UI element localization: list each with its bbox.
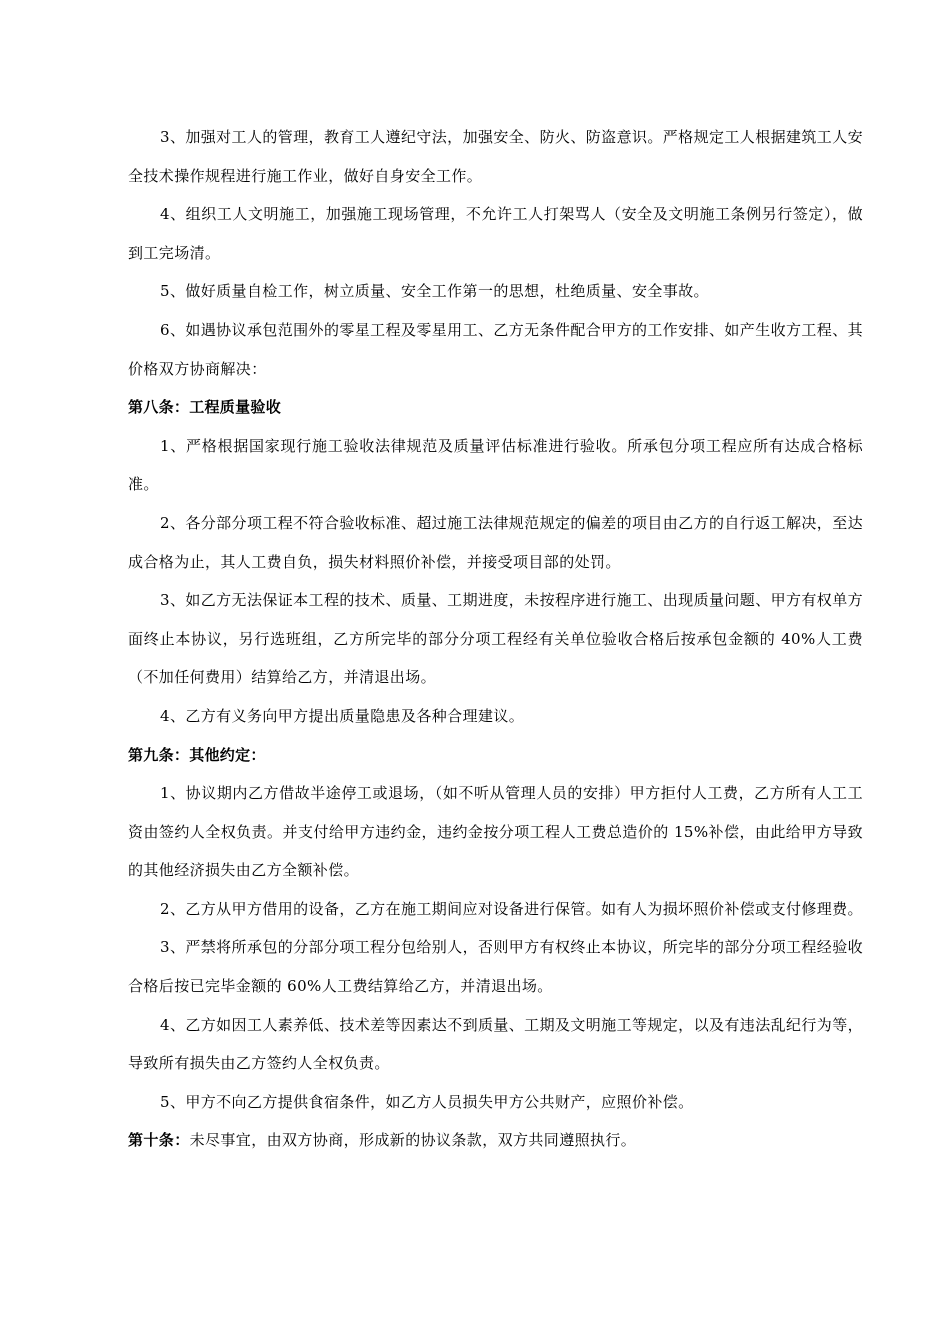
section8-item-3: 3、如乙方无法保证本工程的技术、质量、工期进度，未按程序进行施工、出现质量问题、甲方有权单方面终止本协议，另行选班组，乙方所完毕的部分分项工程经有关单位验收合格后按承包金额的 40%人工费（不加任何费用）结算给乙方，并清退出场。	[128, 591, 863, 687]
document-page	[128, 118, 863, 1160]
section10-text: 未尽事宜，由双方协商，形成新的协议条款，双方共同遵照执行。	[189, 1131, 637, 1150]
section10-heading: 第十条：	[128, 1131, 190, 1150]
section7-item-6: 6、如遇协议承包范围外的零星工程及零星用工、乙方无条件配合甲方的工作安排、如产生收方工程、其价格双方协商解决：	[128, 320, 863, 378]
section7-item-5: 5、做好质量自检工作，树立质量、安全工作第一的思想，杜绝质量、安全事故。	[160, 282, 709, 301]
section10-paragraph	[128, 1121, 863, 1160]
section9-item-1: 1、协议期内乙方借故半途停工或退场，（如不听从管理人员的安排）甲方拒付人工费，乙方所有人工工资由签约人全权负责。并支付给甲方违约金，违约金按分项工程人工费总造价的 15%补偿，由此给甲方导致的其他经济损失由乙方全额补偿。	[128, 784, 863, 880]
section9-heading: 第九条：其他约定：	[128, 745, 266, 764]
section7-item-3: 3、加强对工人的管理，教育工人遵纪守法，加强安全、防火、防盗意识。严格规定工人根据建筑工人安全技术操作规程进行施工作业，做好自身安全工作。	[128, 128, 863, 185]
section7-item-4: 4、组织工人文明施工，加强施工现场管理，不允许工人打架骂人（安全及文明施工条例另行签定），做到工完场清。	[128, 205, 863, 262]
section9-item-5: 5、甲方不向乙方提供食宿条件，如乙方人员损失甲方公共财产，应照价补偿。	[160, 1092, 694, 1111]
section8-item-4: 4、乙方有义务向甲方提出质量隐患及各种合理建议。	[160, 706, 525, 725]
section9-item-3: 3、严禁将所承包的分部分项工程分包给别人，否则甲方有权终止本协议，所完毕的部分分项工程经验收合格后按已完毕金额的 60%人工费结算给乙方，并清退出场。	[128, 938, 863, 996]
section9-item-2: 2、乙方从甲方借用的设备，乙方在施工期间应对设备进行保管。如有人为损坏照价补偿或支付修理费。	[160, 899, 863, 918]
section8-heading: 第八条：工程质量验收	[128, 398, 282, 417]
section9-item-4: 4、乙方如因工人素养低、技术差等因素达不到质量、工期及文明施工等规定，以及有违法乱纪行为等，导致所有损失由乙方签约人全权负责。	[128, 1015, 863, 1073]
section8-item-2: 2、各分部分项工程不符合验收标准、超过施工法律规范规定的偏差的项目由乙方的自行返工解决，至达成合格为止，其人工费自负，损失材料照价补偿，并接受项目部的处罚。	[128, 513, 863, 571]
section8-item-1: 1、严格根据国家现行施工验收法律规范及质量评估标准进行验收。所承包分项工程应所有达成合格标准。	[128, 436, 863, 494]
